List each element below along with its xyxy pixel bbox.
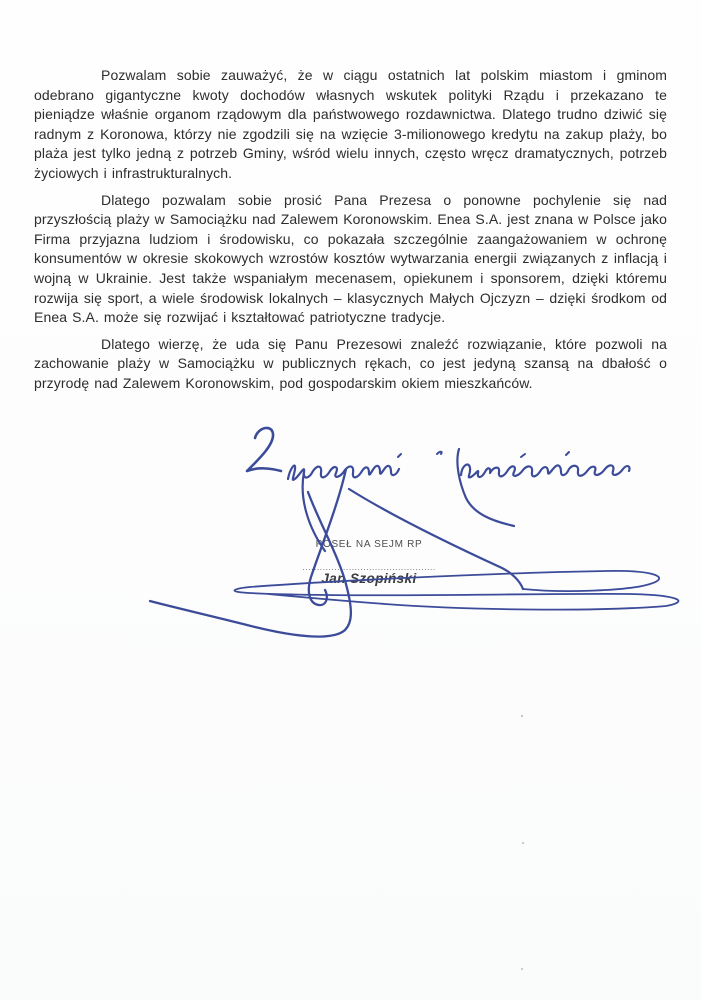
scan-speck [521, 968, 523, 970]
scan-specks [521, 715, 524, 970]
scan-speck [522, 842, 524, 844]
paragraph-1: Pozwalam sobie zauważyć, że w ciągu ostatnich lat polskim miastom i gminom odebrano gigantyczne kwoty dochodów własnych wskutek polityki Rządu i przekazano te pieniądze właśnie organom rządowym dla państwowego rozdawnictwa. Dlatego trudno dziwić się radnym z Koronowa, którzy nie zgodzili się na wzięcie 3-milionowego kredytu na zakup plaży, bo plaża jest tylko jedną z potrzeb Gminy, wśród wielu innych, często wręcz dramatycznych, potrzeb życiowych i infrastrukturalnych. [34, 67, 667, 181]
handwriting-stroke [247, 428, 281, 471]
stamp-dotted-line: .............................................. [302, 564, 436, 571]
paragraph-2: Dlatego pozwalam sobie prosić Pana Prezesa o ponowne pochylenie się nad przyszłością plaży w Samociążku nad Zalewem Koronowskim. Enea S.A. jest znana w Polsce jako Firma przyjazna ludziom i środowisku, co pokazała szczególnie zaangażowaniem w ochronę konsumentów w okresie skokowych wzrostów kosztów wytwarzania energii związanych z inflacją i wojną w Ukrainie. Jest także wspaniałym mecenasem, opiekunem i sponsorem, dzięki któremu rozwija się sport, a wiele środowisk lokalnych – klasycznych Małych Ojczyzn – dzięki środkom od Enea S.A. może się rozwijać i kształtować patriotyczne tradycje. [34, 191, 667, 326]
scan-speck [521, 715, 523, 717]
handwritten-closing [247, 428, 630, 551]
handwriting-stroke [457, 449, 514, 526]
signature-stroke [234, 571, 678, 610]
signature-scrawl [150, 469, 678, 637]
stamp-name: Jan Szopiński [321, 571, 417, 586]
handwriting-stroke [521, 454, 525, 457]
handwriting-stroke [566, 452, 569, 455]
handwriting-stroke [461, 464, 630, 477]
handwriting-stroke [303, 472, 325, 551]
paragraph-3: Dlatego wierzę, że uda się Panu Prezesowi znaleźć rozwiązanie, które pozwoli na zachowanie plaży w Samociążku w publicznych rękach, co jest jedyną szansą na dbałość o przyrodę nad Zalewem Koronowskim, pod gospodarskim okiem mieszkańców. [34, 335, 667, 391]
handwriting-stroke [398, 454, 401, 457]
handwriting-stroke [437, 452, 442, 454]
signature-stroke [150, 492, 351, 637]
stamp-title: POSEŁ NA SEJM RP [315, 539, 423, 550]
